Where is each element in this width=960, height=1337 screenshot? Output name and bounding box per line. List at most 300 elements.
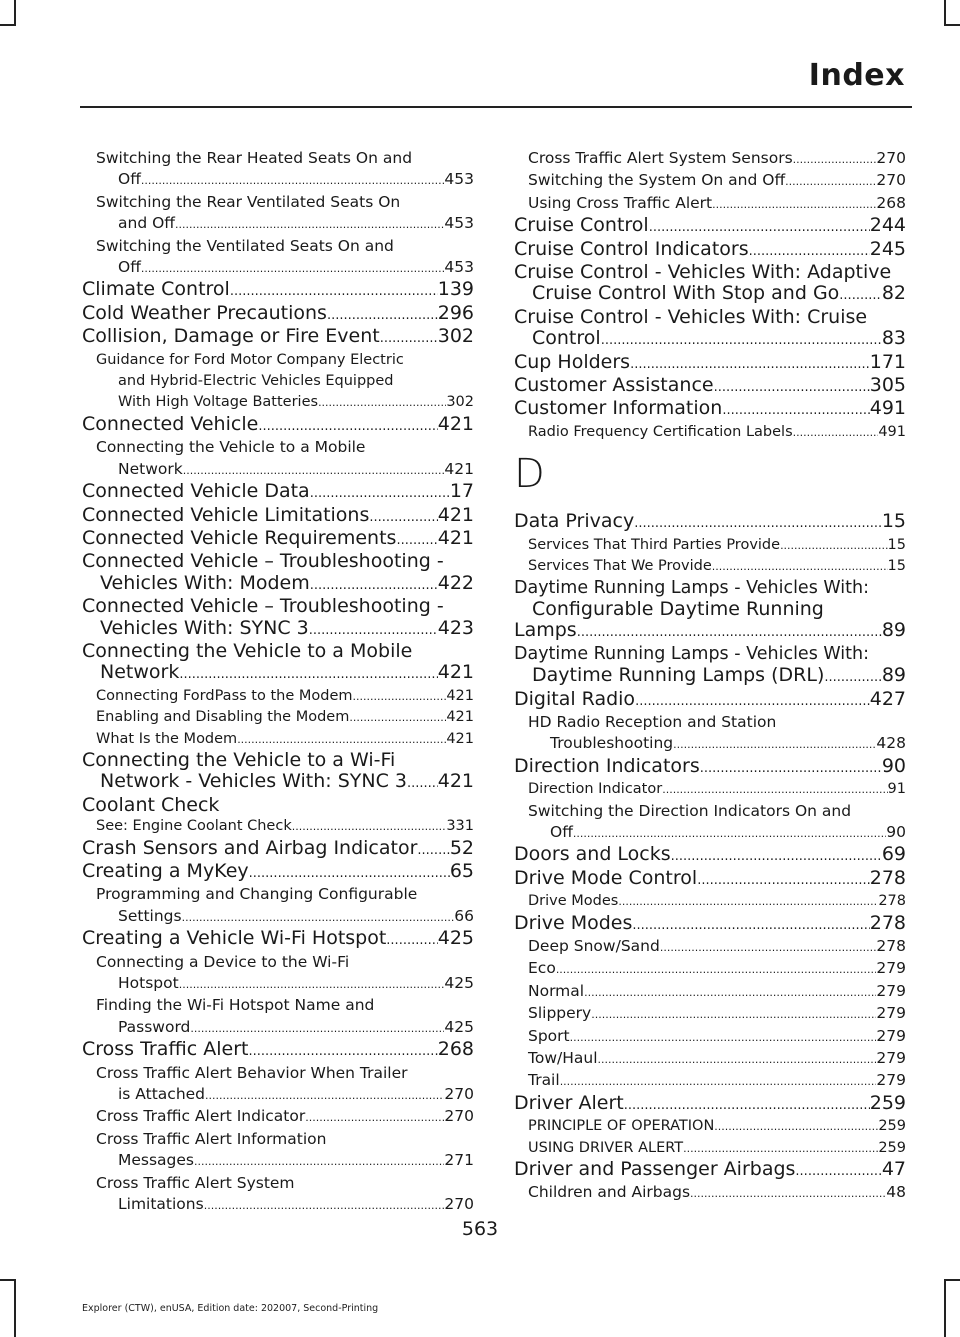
- entry-text: Switching the Rear Ventilated Seats On: [96, 192, 401, 211]
- entry-page: 421: [437, 504, 474, 526]
- entry-page: 453: [444, 170, 474, 189]
- entry-text: Messages: [118, 1151, 195, 1170]
- entry-page: 425: [444, 1017, 474, 1036]
- dot-leader: [649, 215, 870, 238]
- entry-page: 268: [876, 193, 906, 212]
- dot-leader: [182, 906, 455, 928]
- index-subentry: [82, 1084, 474, 1106]
- index-entry: [514, 1159, 906, 1182]
- index-entry: [82, 414, 474, 437]
- entry-text: Switching the Direction Indicators On and: [528, 801, 852, 820]
- index-entry: [82, 795, 474, 816]
- entry-text: Cross Traffic Alert: [82, 1039, 249, 1061]
- dot-leader: [407, 771, 438, 794]
- entry-page: 421: [437, 771, 474, 793]
- dot-leader: [560, 1070, 877, 1092]
- crop-mark: [14, 1281, 16, 1337]
- entry-text: Using Cross Traffic Alert: [528, 193, 713, 212]
- entry-text: and Off: [118, 214, 175, 233]
- index-entry: [514, 283, 906, 306]
- entry-page: 491: [869, 398, 906, 420]
- entry-page: 302: [437, 326, 474, 348]
- entry-page: 48: [886, 1183, 906, 1202]
- entry-text: Configurable Daytime Running: [532, 598, 824, 620]
- index-subentry: [82, 213, 474, 235]
- entry-text: Switching the Rear Heated Seats On and: [96, 149, 413, 167]
- entry-text: Climate Control: [82, 279, 230, 301]
- entry-text: Services That We Provide: [528, 558, 712, 575]
- entry-text: Customer Information: [514, 398, 723, 420]
- entry-text: Cruise Control - Vehicles With: Cruise: [514, 306, 868, 328]
- entry-text: Cross Traffic Alert Indicator: [96, 1107, 306, 1126]
- entry-page: 270: [444, 1107, 474, 1126]
- entry-page: 279: [876, 1071, 906, 1090]
- dot-leader: [310, 573, 438, 596]
- index-subentry: [82, 257, 474, 279]
- entry-text: Services That Third Parties Provide: [528, 536, 781, 553]
- index-subentry: [82, 459, 474, 481]
- entry-text: Finding the Wi-Fi Hotspot Name and: [96, 996, 375, 1015]
- entry-text: Cross Traffic Alert System Sensors: [528, 149, 793, 167]
- entry-page: 139: [437, 279, 474, 301]
- entry-text: Hotspot: [118, 974, 179, 993]
- entry-page: 279: [876, 1026, 906, 1045]
- dot-leader: [230, 279, 438, 302]
- entry-text: Connected Vehicle – Troubleshooting -: [82, 596, 444, 618]
- entry-text: Vehicles With: Modem: [100, 572, 310, 594]
- dot-leader: [556, 958, 877, 980]
- dot-leader: [749, 239, 870, 262]
- entry-page: 421: [446, 730, 474, 747]
- index-subentry: [514, 148, 906, 170]
- crop-mark: [944, 24, 960, 26]
- index-subentry: [82, 729, 474, 750]
- dot-leader: [183, 459, 445, 481]
- entry-text: Deep Snow/Sand: [528, 937, 660, 955]
- index-entry: [514, 307, 906, 328]
- index-subentry: [82, 973, 474, 995]
- entry-page: 425: [437, 928, 474, 950]
- entry-text: Daytime Running Lamps - Vehicles With:: [514, 643, 870, 664]
- title-divider: [80, 106, 912, 108]
- entry-text: Data Privacy: [514, 511, 635, 533]
- dot-leader: [309, 618, 438, 641]
- entry-text: HD Radio Reception and Station: [528, 712, 777, 731]
- index-subentry: [82, 371, 474, 392]
- index-entry: [514, 599, 906, 620]
- entry-page: 428: [876, 734, 906, 753]
- entry-text: Normal: [528, 981, 585, 1000]
- dot-leader: [635, 689, 870, 712]
- index-subentry: [82, 192, 474, 213]
- dot-leader: [258, 414, 437, 437]
- index-subentry: [514, 712, 906, 733]
- dot-leader: [249, 861, 450, 884]
- crop-mark: [0, 24, 16, 26]
- index-subentry: [514, 936, 906, 958]
- index-entry: [514, 844, 906, 867]
- dot-leader: [634, 511, 882, 534]
- dot-leader: [598, 1048, 877, 1070]
- entry-page: 491: [878, 423, 906, 440]
- entry-text: Collision, Damage or Fire Event: [82, 326, 380, 348]
- entry-page: 90: [881, 755, 906, 777]
- index-subentry: [514, 981, 906, 1003]
- entry-text: Connected Vehicle – Troubleshooting -: [82, 551, 444, 573]
- entry-page: 17: [449, 481, 474, 503]
- dot-leader: [386, 928, 437, 951]
- entry-text: Cruise Control With Stop and Go: [532, 283, 840, 305]
- index-subentry: [82, 350, 474, 371]
- entry-text: Cross Traffic Alert System: [96, 1173, 295, 1192]
- entry-page: 259: [878, 1139, 906, 1156]
- entry-page: 83: [881, 328, 906, 350]
- entry-text: Switching the System On and Off: [528, 171, 786, 190]
- entry-text: Cruise Control Indicators: [514, 238, 749, 260]
- index-subentry: [82, 1063, 474, 1084]
- dot-leader: [577, 620, 882, 643]
- crop-mark: [944, 1281, 946, 1337]
- entry-page: 15: [881, 511, 906, 533]
- index-entry: [514, 756, 906, 779]
- index-subentry: [514, 779, 906, 800]
- dot-leader: [190, 1017, 444, 1039]
- index-subentry: [82, 995, 474, 1016]
- index-entry: [514, 644, 906, 665]
- dot-leader: [824, 665, 881, 688]
- entry-page: 278: [869, 867, 906, 889]
- dot-leader: [396, 528, 437, 551]
- index-subentry: [514, 556, 906, 577]
- entry-text: Digital Radio: [514, 688, 636, 710]
- entry-text: Connecting the Vehicle to a Wi-Fi: [82, 749, 396, 771]
- entry-text: is Attached: [118, 1085, 206, 1104]
- entry-text: Doors and Locks: [514, 844, 671, 866]
- dot-leader: [712, 193, 876, 215]
- entry-page: 91: [887, 781, 906, 798]
- dot-leader: [690, 1182, 886, 1204]
- entry-text: Children and Airbags: [528, 1183, 691, 1202]
- index-entry: [82, 279, 474, 302]
- dot-leader: [205, 1084, 444, 1106]
- entry-page: 453: [444, 214, 474, 233]
- entry-text: Limitations: [118, 1195, 204, 1214]
- index-entry: [82, 928, 474, 951]
- index-subentry: [82, 169, 474, 191]
- index-entry: [82, 528, 474, 551]
- entry-page: 15: [887, 558, 906, 575]
- dot-leader: [204, 1194, 445, 1216]
- entry-text: Connecting the Vehicle to a Mobile: [96, 438, 366, 457]
- dot-leader: [601, 328, 882, 351]
- entry-page: 270: [444, 1195, 474, 1214]
- index-entry: [514, 352, 906, 375]
- entry-page: 268: [437, 1039, 474, 1061]
- entry-page: 305: [869, 375, 906, 397]
- dot-leader: [353, 686, 447, 707]
- dot-leader: [632, 913, 869, 936]
- entry-page: 421: [437, 662, 474, 684]
- entry-text: Drive Modes: [528, 893, 619, 910]
- entry-page: 82: [881, 283, 906, 305]
- dot-leader: [369, 505, 437, 528]
- footer-edition-info: Explorer (CTW), enUSA, Edition date: 202007, Second-Printing: [82, 1303, 379, 1314]
- entry-text: Connecting FordPass to the Modem: [96, 687, 353, 704]
- entry-page: 47: [881, 1159, 906, 1181]
- dot-leader: [417, 838, 449, 861]
- dot-leader: [700, 756, 882, 779]
- entry-page: 425: [444, 974, 474, 993]
- index-subentry: [514, 1138, 906, 1159]
- section-letter-heading: D: [514, 451, 545, 498]
- dot-leader: [630, 352, 870, 375]
- entry-page: 421: [437, 527, 474, 549]
- entry-text: Connected Vehicle Limitations: [82, 504, 370, 526]
- entry-text: Radio Frequency Certification Labels: [528, 423, 793, 440]
- index-entry: [514, 689, 906, 712]
- dot-leader: [780, 535, 887, 556]
- entry-page: 89: [881, 665, 906, 687]
- dot-leader: [591, 1003, 876, 1025]
- index-subentry: [514, 1070, 906, 1092]
- dot-leader: [292, 816, 447, 837]
- entry-text: Off: [118, 258, 141, 277]
- dot-leader: [248, 1039, 437, 1062]
- dot-leader: [660, 936, 877, 958]
- entry-text: Tow/Haul: [528, 1049, 598, 1068]
- index-subentry: [82, 1194, 474, 1216]
- entry-page: 296: [437, 302, 474, 324]
- entry-page: 422: [437, 572, 474, 594]
- dot-leader: [714, 375, 870, 398]
- index-subentry: [82, 816, 474, 837]
- index-subentry: [514, 733, 906, 755]
- entry-text: Daytime Running Lamps (DRL): [532, 665, 825, 687]
- entry-page: 245: [869, 238, 906, 260]
- dot-leader: [683, 1138, 878, 1159]
- dot-leader: [570, 1026, 877, 1048]
- entry-page: 89: [881, 620, 906, 642]
- index-column-left: [82, 148, 474, 1217]
- entry-text: Creating a Vehicle Wi-Fi Hotspot: [82, 928, 387, 950]
- index-entry: [514, 665, 906, 688]
- entry-text: Enabling and Disabling the Modem: [96, 709, 350, 726]
- index-entry: [82, 641, 474, 662]
- entry-text: Cross Traffic Alert Behavior When Trailer: [96, 1063, 408, 1082]
- entry-text: Creating a MyKey: [82, 861, 249, 882]
- index-subentry: [82, 437, 474, 458]
- index-subentry: [82, 707, 474, 728]
- index-subentry: [82, 236, 474, 257]
- dot-leader: [785, 170, 876, 192]
- index-entry: [514, 620, 906, 643]
- entry-text: PRINCIPLE OF OPERATION: [528, 1118, 715, 1135]
- crop-mark: [0, 1279, 16, 1281]
- index-entry: [82, 662, 474, 685]
- entry-page: 259: [869, 1092, 906, 1114]
- entry-text: What Is the Modem: [96, 730, 238, 747]
- entry-text: Connected Vehicle: [82, 413, 259, 435]
- entry-text: Crash Sensors and Airbag Indicator: [82, 837, 418, 859]
- index-subentry: [514, 1048, 906, 1070]
- entry-page: 423: [437, 617, 474, 639]
- dot-leader: [573, 822, 886, 844]
- index-entry: [514, 1093, 906, 1116]
- entry-page: 302: [446, 394, 474, 411]
- entry-text: Coolant Check: [82, 794, 220, 816]
- entry-text: Daytime Running Lamps - Vehicles With:: [514, 577, 870, 598]
- entry-text: Lamps: [514, 620, 577, 642]
- entry-page: 278: [878, 893, 906, 910]
- dot-leader: [722, 398, 869, 421]
- index-subentry: [514, 193, 906, 215]
- entry-text: Network: [100, 662, 180, 684]
- index-entry: [514, 578, 906, 599]
- index-entry: [514, 215, 906, 238]
- index-subentry: [82, 1106, 474, 1128]
- index-subentry: [82, 148, 474, 169]
- entry-text: Customer Assistance: [514, 375, 714, 397]
- index-subentry: [514, 535, 906, 556]
- entry-page: 52: [449, 837, 474, 859]
- index-entry: [82, 551, 474, 572]
- entry-text: Eco: [528, 959, 556, 978]
- index-subentry: [82, 884, 474, 905]
- entry-page: 278: [869, 912, 906, 934]
- entry-text: Off: [550, 822, 573, 841]
- index-entry: [82, 861, 474, 884]
- index-subentry: [82, 952, 474, 973]
- entry-page: 421: [446, 709, 474, 726]
- entry-page: 66: [454, 906, 474, 925]
- entry-text: Password: [118, 1017, 191, 1036]
- dot-leader: [305, 1106, 444, 1128]
- index-entry: [82, 326, 474, 349]
- entry-text: Cup Holders: [514, 351, 631, 373]
- index-subentry: [514, 170, 906, 192]
- entry-text: Guidance for Ford Motor Company Electric: [96, 351, 404, 368]
- entry-text: and Hybrid-Electric Vehicles Equipped: [118, 373, 394, 390]
- entry-text: Network - Vehicles With: SYNC 3: [100, 771, 408, 793]
- entry-text: Control: [532, 328, 601, 350]
- entry-text: Cruise Control - Vehicles With: Adaptive: [514, 262, 892, 284]
- entry-page: 279: [876, 1049, 906, 1068]
- dot-leader: [179, 662, 437, 685]
- dot-leader: [697, 868, 870, 891]
- dot-leader: [839, 283, 882, 306]
- dot-leader: [584, 981, 876, 1003]
- entry-page: 421: [446, 687, 474, 704]
- dot-leader: [141, 169, 445, 191]
- index-entry: [82, 481, 474, 504]
- dot-leader: [673, 733, 876, 755]
- entry-text: Switching the Ventilated Seats On and: [96, 236, 394, 255]
- index-subentry: [514, 1116, 906, 1137]
- entry-page: 427: [869, 688, 906, 710]
- entry-page: 65: [449, 861, 474, 882]
- entry-text: Vehicles With: SYNC 3: [100, 617, 309, 639]
- index-entry: [82, 1039, 474, 1062]
- index-subentry: [82, 1150, 474, 1172]
- index-entry: [82, 618, 474, 641]
- entry-page: 421: [444, 459, 474, 478]
- dot-leader: [624, 1093, 870, 1116]
- dot-leader: [380, 326, 438, 349]
- index-subentry: [514, 958, 906, 980]
- dot-leader: [671, 844, 882, 867]
- entry-page: 69: [881, 844, 906, 866]
- index-subentry: [514, 1182, 906, 1204]
- entry-text: Cruise Control: [514, 215, 649, 237]
- page-number: 563: [461, 1218, 499, 1240]
- entry-text: Trail: [528, 1071, 560, 1090]
- index-subentry: [82, 1129, 474, 1150]
- index-entry: [514, 868, 906, 891]
- entry-page: 15: [887, 536, 906, 553]
- dot-leader: [237, 729, 446, 750]
- index-subentry: [82, 392, 474, 413]
- entry-page: 279: [876, 1004, 906, 1023]
- index-entry: [82, 596, 474, 617]
- entry-page: 278: [876, 937, 906, 955]
- index-subentry: [82, 1173, 474, 1194]
- entry-text: Connecting the Vehicle to a Mobile: [82, 640, 413, 662]
- entry-page: 453: [444, 258, 474, 277]
- index-entry: [82, 838, 474, 861]
- index-subentry: [514, 801, 906, 822]
- entry-page: 279: [876, 981, 906, 1000]
- entry-page: 271: [444, 1151, 474, 1170]
- index-entry: [82, 750, 474, 771]
- index-entry: [514, 913, 906, 936]
- dot-leader: [349, 707, 446, 728]
- index-subentry: [514, 1003, 906, 1025]
- dot-leader: [327, 303, 438, 326]
- entry-text: Off: [118, 170, 141, 189]
- index-entry: [514, 511, 906, 534]
- entry-text: See: Engine Coolant Check: [96, 818, 292, 835]
- entry-text: Programming and Changing Configurable: [96, 885, 418, 904]
- entry-text: With High Voltage Batteries: [118, 394, 319, 411]
- index-entry: [514, 398, 906, 421]
- crop-mark: [944, 1279, 960, 1281]
- index-entry: [514, 328, 906, 351]
- entry-text: Slippery: [528, 1004, 592, 1023]
- entry-page: 331: [446, 818, 474, 835]
- dot-leader: [714, 1116, 878, 1137]
- dot-leader: [141, 257, 445, 279]
- dot-leader: [318, 392, 446, 413]
- crop-mark: [14, 0, 16, 24]
- index-entry: [82, 573, 474, 596]
- dot-leader: [795, 1159, 881, 1182]
- index-subentry: [514, 891, 906, 912]
- index-entry: [514, 375, 906, 398]
- index-subentry: [514, 422, 906, 443]
- entry-text: Network: [118, 459, 183, 478]
- entry-text: Settings: [118, 906, 182, 925]
- entry-text: Drive Modes: [514, 912, 633, 934]
- dot-leader: [179, 973, 445, 995]
- entry-page: 421: [437, 413, 474, 435]
- index-subentry: [514, 1026, 906, 1048]
- index-subentry: [82, 906, 474, 928]
- entry-text: Connecting a Device to the Wi-Fi: [96, 952, 350, 971]
- entry-page: 270: [876, 171, 906, 190]
- entry-text: Sport: [528, 1026, 570, 1045]
- dot-leader: [662, 779, 887, 800]
- entry-page: 259: [878, 1118, 906, 1135]
